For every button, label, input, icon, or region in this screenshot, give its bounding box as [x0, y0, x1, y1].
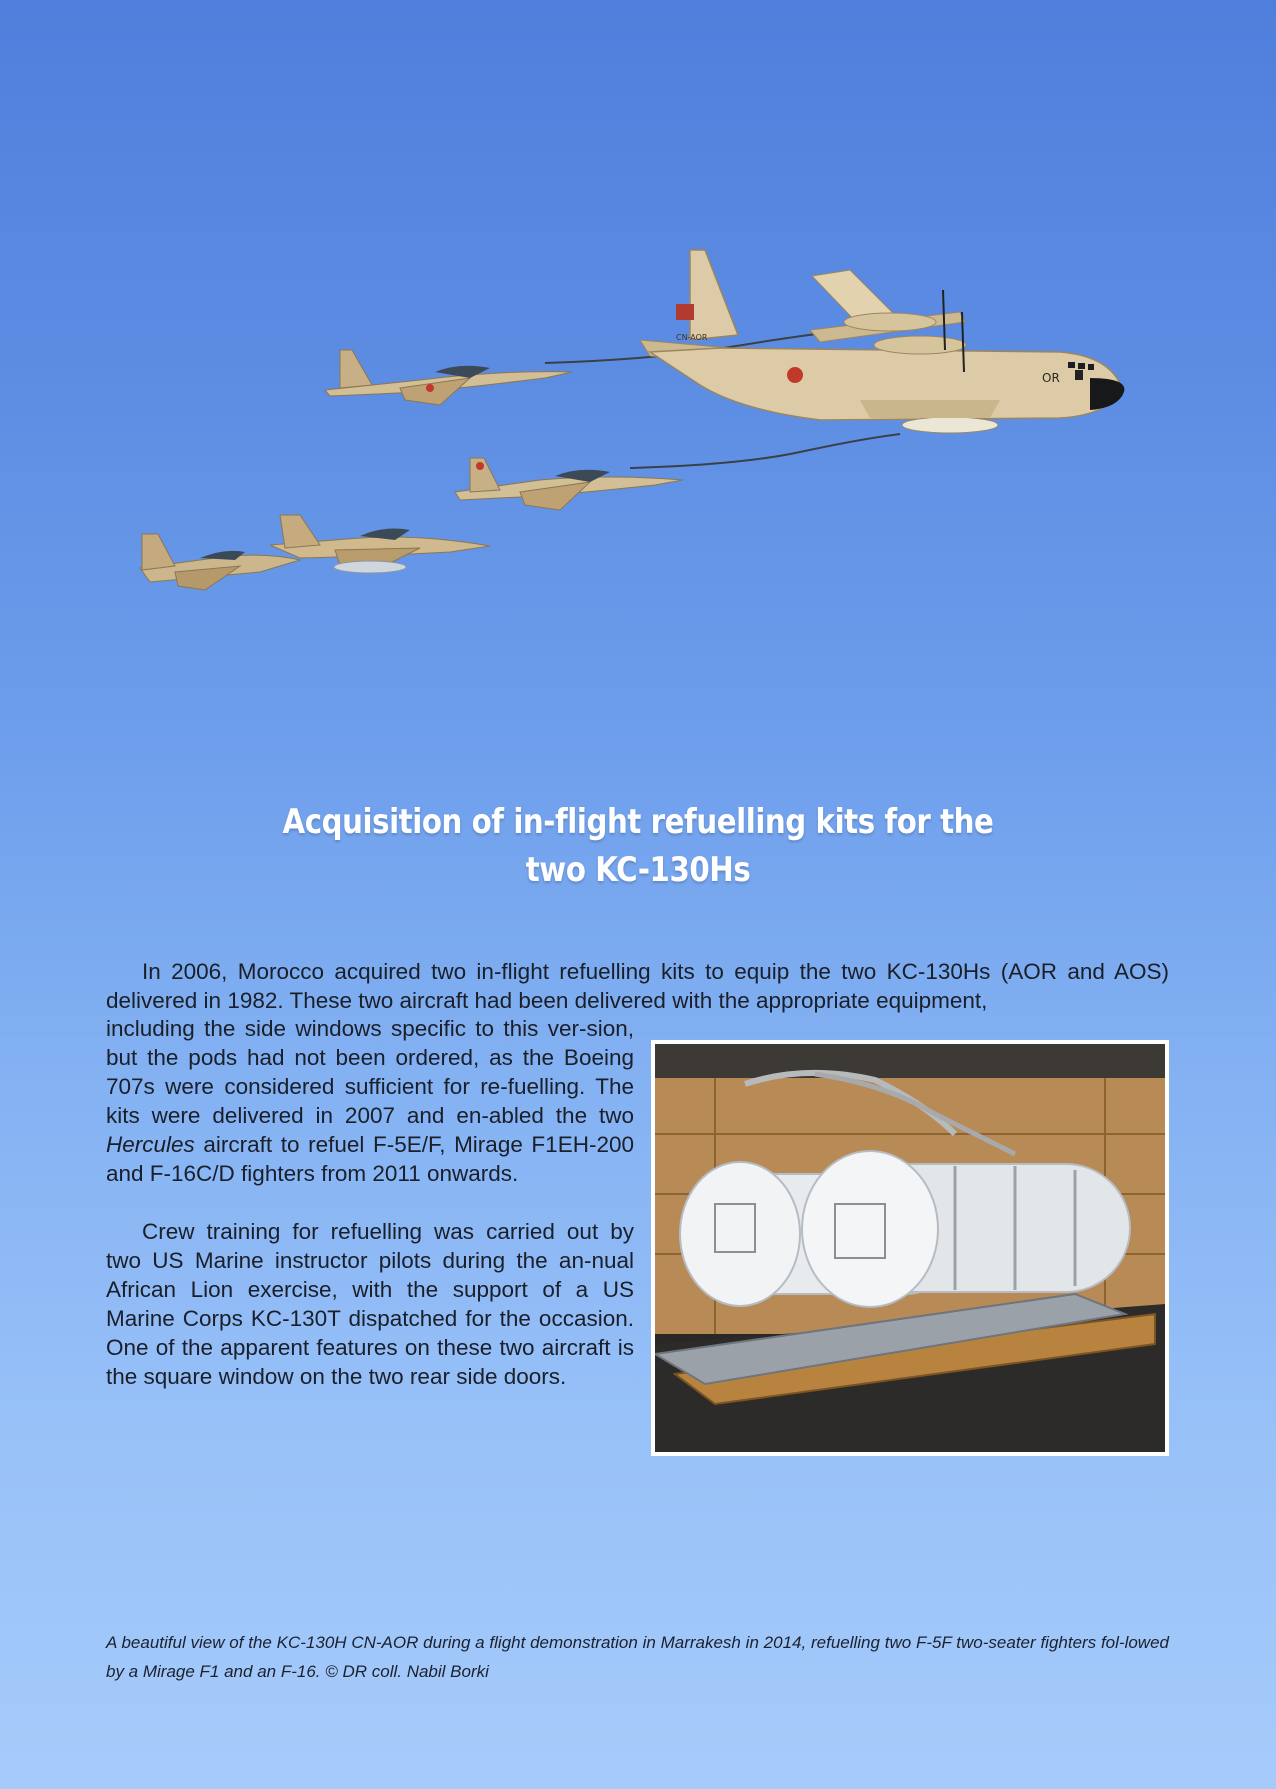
f-5f-fighter-upper	[325, 350, 572, 405]
refuelling-hose-lower	[630, 434, 900, 468]
f-16-fighter	[140, 534, 300, 590]
hercules-italic: Hercules	[106, 1132, 195, 1157]
paragraph-2: Crew training for refuelling was carried out by two US Marine instructor pilots during the an-nual African Lion exercise, with the support of a US Marine Corps KC-130T dispatched for the occasion. One of the apparent features on these two aircraft is the square window on the two rear side doors.	[106, 1219, 634, 1389]
paragraph-1-continued	[106, 1014, 634, 1188]
refuelling-formation-photo	[0, 0, 1276, 700]
paragraph-1-part-a: including the side windows specific to this ver-sion, but the pods had not been ordered, as the Boeing 707s were considered sufficient for re-fuelling. The kits were delivered in 2007 and en-abled the two	[106, 1016, 634, 1128]
page-title-line-2: two KC-130Hs	[525, 850, 751, 890]
page-title	[89, 798, 1186, 894]
text-column	[106, 1014, 634, 1391]
refuelling-pods-photo	[651, 1040, 1169, 1456]
paragraph-intro: In 2006, Morocco acquired two in-flight refuelling kits to equip the two KC-130Hs (AOR and AOS) delivered in 1982. These two aircraft had been delivered with the appropriate equipment,	[106, 959, 1169, 1013]
tanker-tail-code: CN-AOR	[676, 333, 708, 342]
f-5f-fighter-lower	[455, 458, 683, 510]
mirage-f1-fighter	[270, 515, 490, 573]
photo-caption: A beautiful view of the KC-130H CN-AOR during a flight demonstration in Marrakesh in 2014, refuelling two F-5F two-seater fighters fol-lowed by a Mirage F1 and an F-16. © DR coll. Nabil Borki	[106, 1633, 1169, 1681]
refuelling-pods-illustration	[655, 1044, 1165, 1452]
kc-130h-tanker	[640, 250, 1124, 433]
paragraph-1-part-b: aircraft to refuel F-5E/F, Mirage F1EH-200 and F-16C/D fighters from 2011 onwards.	[106, 1132, 634, 1186]
page-title-line-1: Acquisition of in-flight refuelling kits for the	[282, 802, 994, 842]
tanker-nose-code: OR	[1042, 371, 1060, 385]
refuelling-pod-right	[802, 1151, 1130, 1307]
